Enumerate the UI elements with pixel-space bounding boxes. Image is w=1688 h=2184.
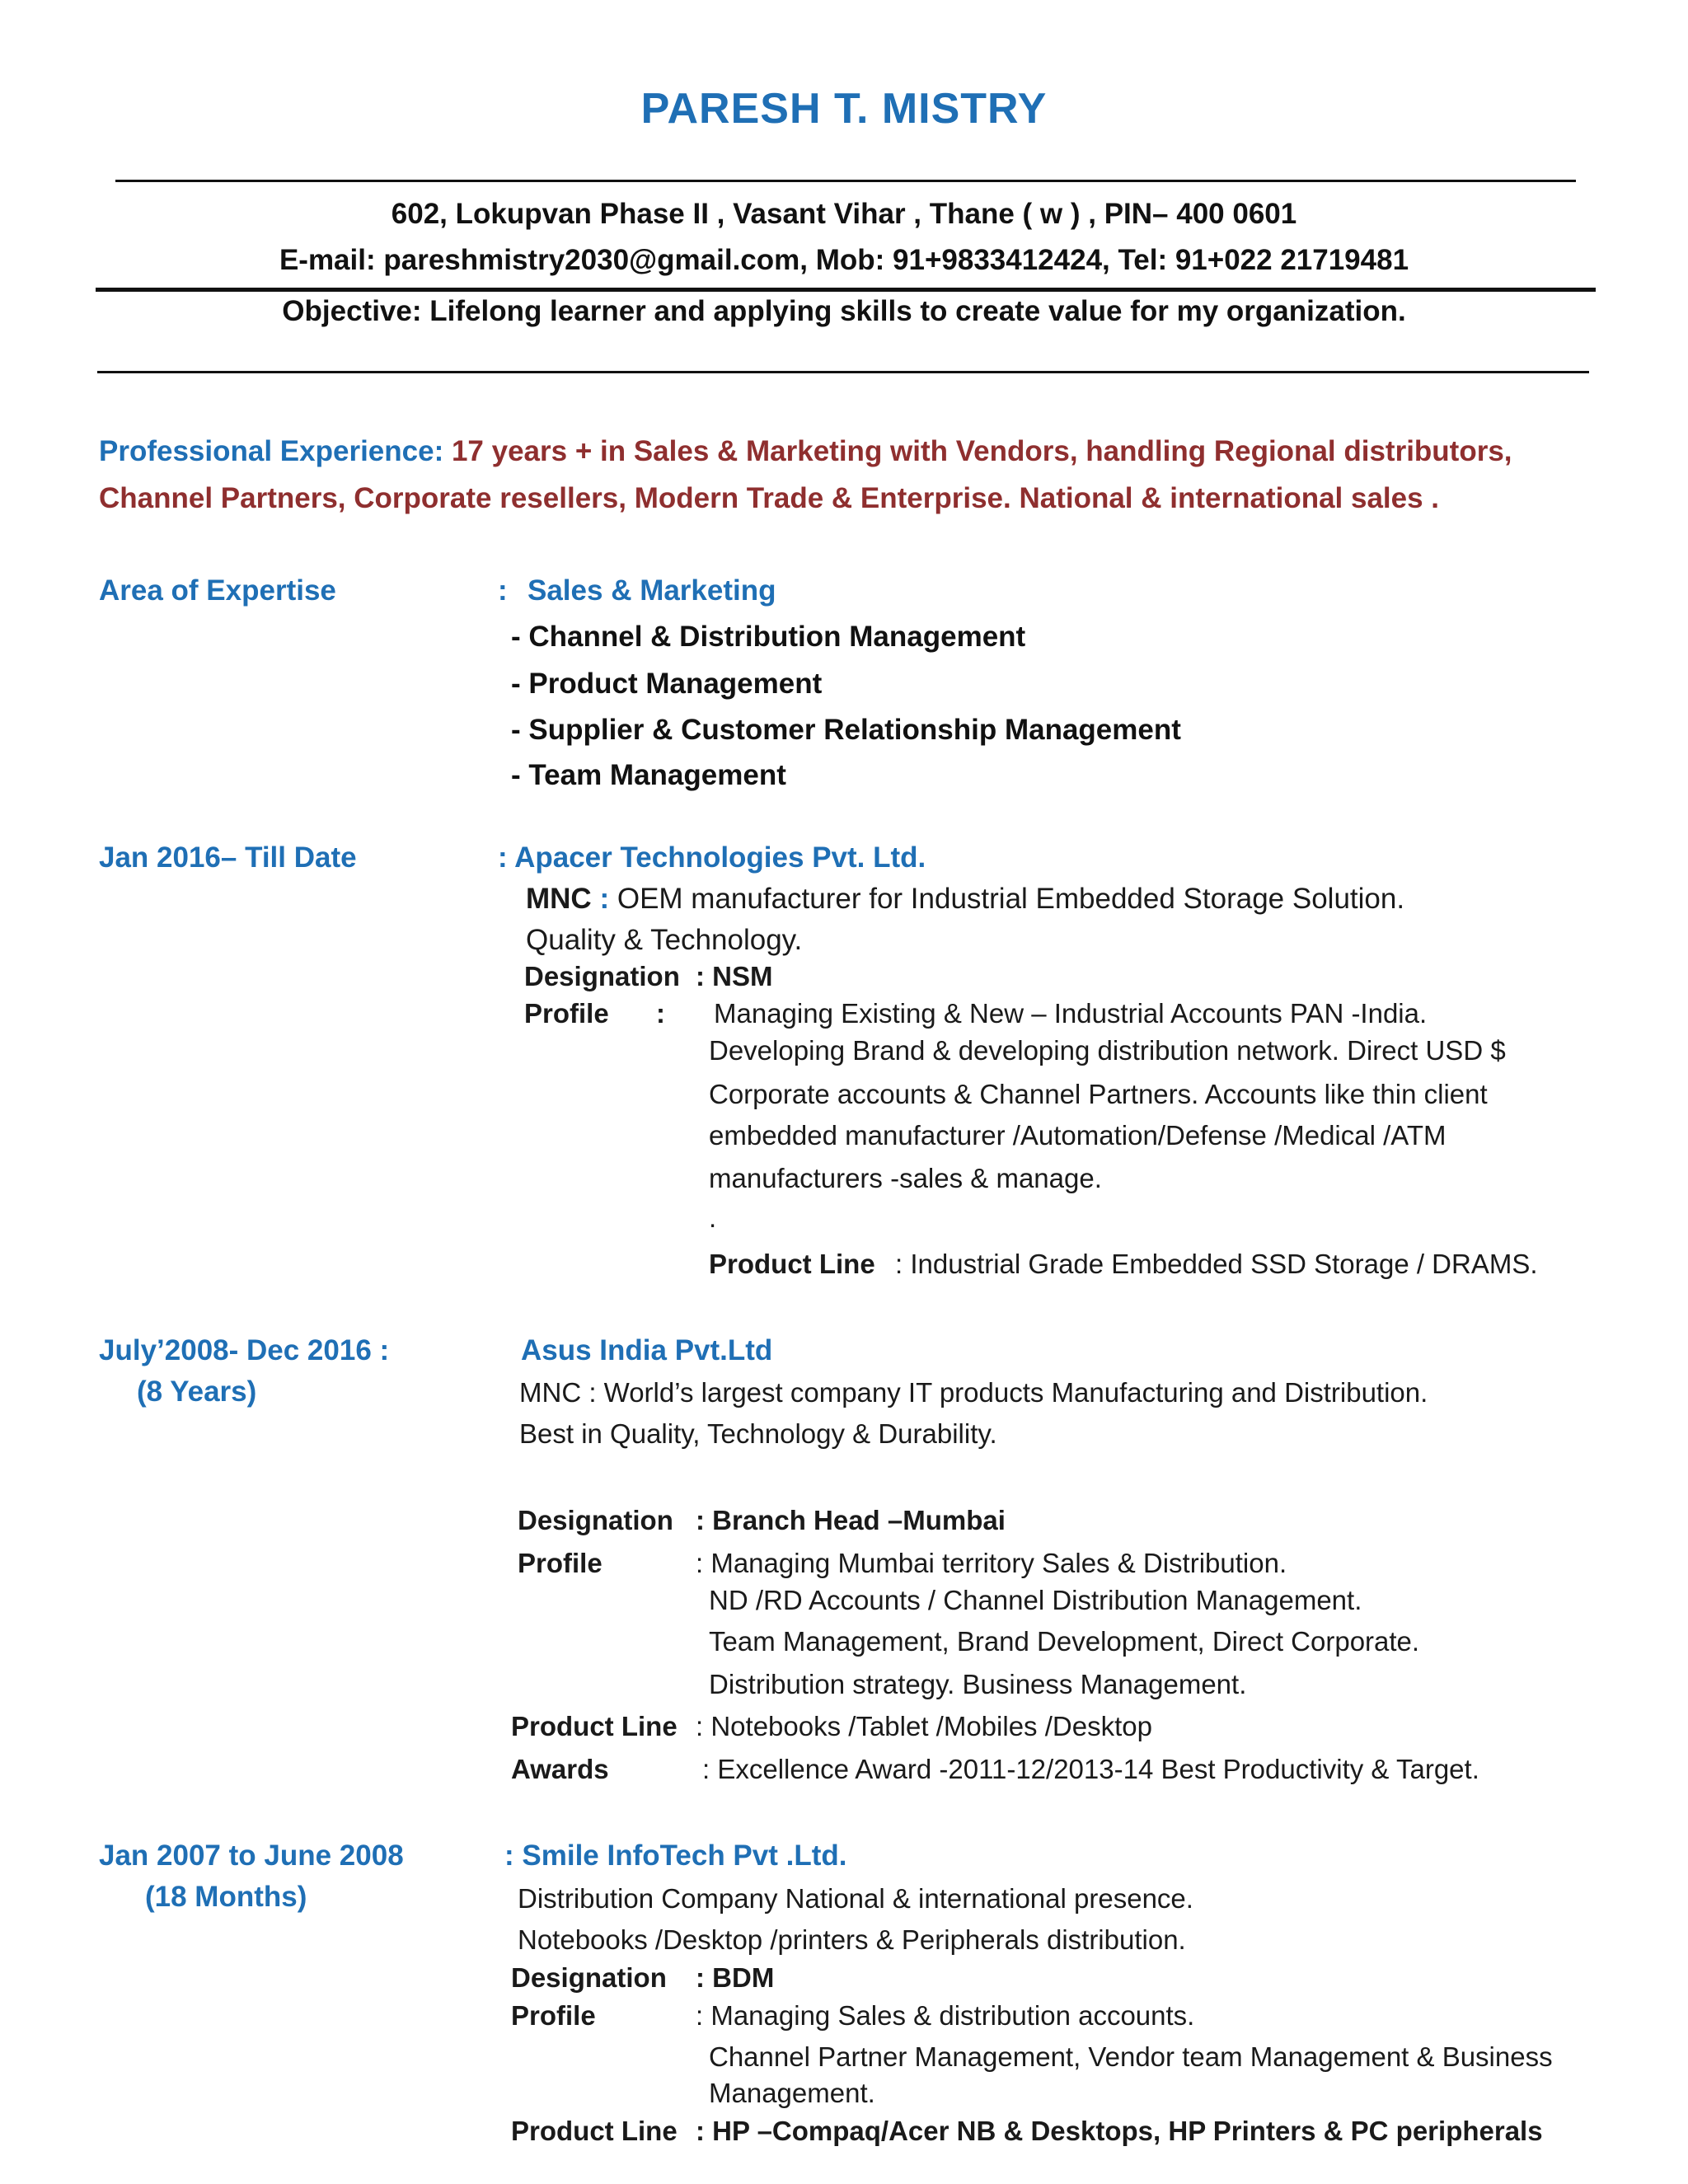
job-company-description-2: Notebooks /Desktop /printers & Peripherals distribution. (518, 1924, 1186, 1955)
designation-label: Designation (511, 1962, 667, 1993)
job-company-description-2: Best in Quality, Technology & Durability. (519, 1418, 997, 1449)
profile-label: Profile (518, 1548, 603, 1578)
professional-experience-summary: 17 years + in Sales & Marketing with Vendors, handling Regional distributors, (451, 435, 1512, 467)
mnc-text: OEM manufacturer for Industrial Embedded Storage Solution. (617, 883, 1405, 915)
job-dates: Jan 2007 to June 2008 (99, 1840, 404, 1872)
profile-line: . (709, 1202, 717, 1233)
contact-line: E-mail: pareshmistry2030@gmail.com, Mob: 91+9833412424, Tel: 91+022 21719481 (279, 244, 1409, 276)
job-company-description (526, 883, 1404, 916)
job-dates: Jan 2016– Till Date (99, 841, 357, 874)
job-company-description: MNC : World’s largest company IT products Manufacturing and Distribution. (519, 1377, 1428, 1408)
job-duration: (18 Months) (145, 1881, 307, 1913)
product-line-label: Product Line (511, 1711, 678, 1741)
objective-line: Objective: Lifelong learner and applying skills to create value for my organization. (282, 295, 1406, 327)
profile-line: Management. (709, 2078, 875, 2108)
expertise-label: Area of Expertise (99, 574, 336, 607)
job-company: Asus India Pvt.Ltd (521, 1334, 773, 1366)
profile-line: Developing Brand & developing distribution network. Direct USD $ (709, 1035, 1506, 1066)
profile-line: Channel Partner Management, Vendor team Management & Business (709, 2041, 1553, 2072)
mnc-label: MNC (526, 883, 592, 915)
job-dates: July’2008- Dec 2016 : (99, 1334, 390, 1366)
job-company-description-2: Quality & Technology. (526, 924, 803, 956)
designation-value: : NSM (696, 961, 773, 991)
designation-value: : BDM (696, 1962, 775, 1993)
designation-label: Designation (524, 961, 680, 991)
profile-colon: : (656, 998, 665, 1029)
product-line-value: : HP –Compaq/Acer NB & Desktops, HP Printers & PC peripherals (696, 2116, 1543, 2146)
profile-line: Distribution strategy. Business Management. (709, 1669, 1247, 1699)
profile-line: Managing Existing & New – Industrial Accounts PAN -India. (714, 998, 1428, 1029)
header-divider (115, 180, 1576, 182)
contact-divider (96, 288, 1596, 292)
job-company: : Apacer Technologies Pvt. Ltd. (498, 841, 926, 874)
profile-line: : Managing Sales & distribution accounts. (696, 2000, 1195, 2031)
address-line: 602, Lokupvan Phase II , Vasant Vihar , Thane ( w ) , PIN– 400 0601 (391, 198, 1297, 230)
expertise-colon: : (498, 574, 508, 607)
profile-line: ND /RD Accounts / Channel Distribution Management. (709, 1585, 1362, 1615)
profile-line: Team Management, Brand Development, Direct Corporate. (709, 1626, 1420, 1657)
profile-label: Profile (524, 998, 609, 1029)
expertise-item: - Product Management (511, 668, 823, 700)
product-line-value: : Industrial Grade Embedded SSD Storage / DRAMS. (895, 1249, 1538, 1279)
expertise-heading: Sales & Marketing (528, 574, 776, 607)
professional-experience-line-2: Channel Partners, Corporate resellers, Modern Trade & Enterprise. National & international sales . (99, 482, 1440, 514)
professional-experience-label: Professional Experience: (99, 435, 444, 467)
awards-label: Awards (511, 1754, 609, 1784)
expertise-item: - Channel & Distribution Management (511, 621, 1026, 653)
designation-value: : Branch Head –Mumbai (696, 1505, 1006, 1535)
product-line-label: Product Line (511, 2116, 678, 2146)
mnc-colon: : (599, 883, 610, 915)
expertise-item: - Supplier & Customer Relationship Management (511, 714, 1181, 746)
awards-value: : Excellence Award -2011-12/2013-14 Best Productivity & Target. (702, 1754, 1479, 1784)
product-line-label: Product Line (709, 1249, 875, 1279)
candidate-name: PARESH T. MISTRY (640, 85, 1048, 133)
profile-line: manufacturers -sales & manage. (709, 1163, 1102, 1193)
job-company: : Smile InfoTech Pvt .Ltd. (504, 1840, 847, 1872)
profile-line: embedded manufacturer /Automation/Defense /Medical /ATM (709, 1120, 1447, 1151)
product-line-value: : Notebooks /Tablet /Mobiles /Desktop (696, 1711, 1152, 1741)
expertise-item: - Team Management (511, 759, 786, 791)
profile-label: Profile (511, 2000, 596, 2031)
objective-divider (97, 371, 1589, 373)
profile-line: Corporate accounts & Channel Partners. Accounts like thin client (709, 1079, 1488, 1109)
profile-line: : Managing Mumbai territory Sales & Distribution. (696, 1548, 1287, 1578)
job-duration: (8 Years) (137, 1376, 257, 1408)
job-company-description: Distribution Company National & international presence. (518, 1883, 1193, 1914)
designation-label: Designation (518, 1505, 673, 1535)
professional-experience-line-1 (99, 435, 1512, 468)
